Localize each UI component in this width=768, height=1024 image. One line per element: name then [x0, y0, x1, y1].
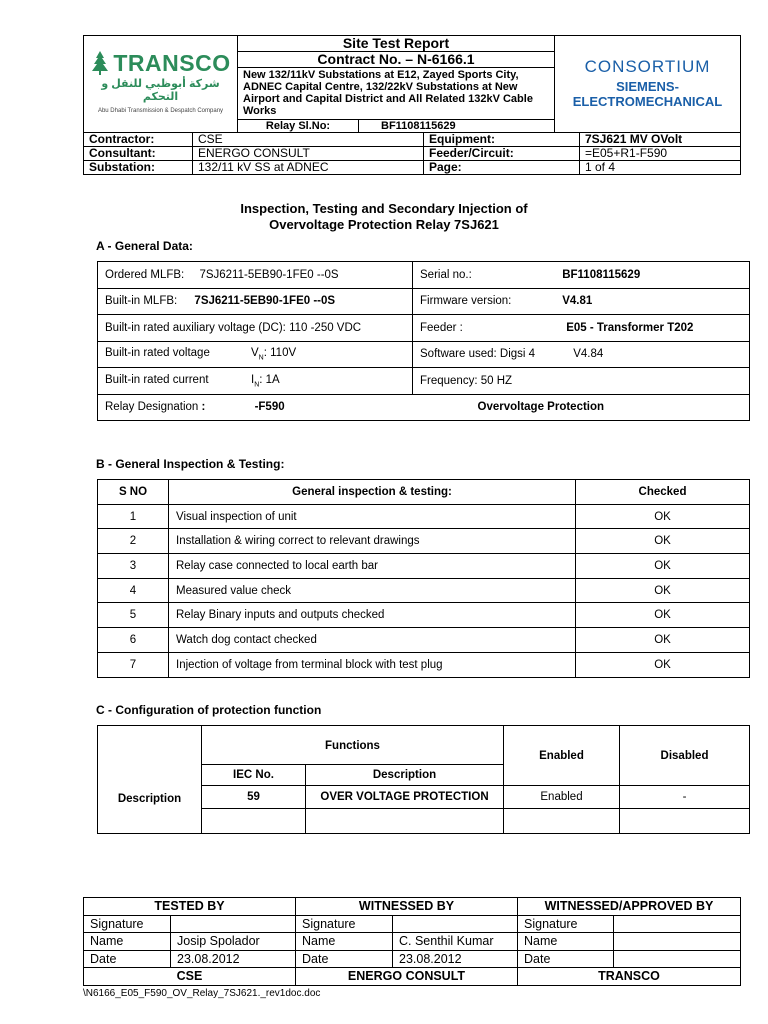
- software-value: V4.84: [573, 348, 604, 361]
- column-header: Checked: [576, 480, 750, 505]
- info-row: [84, 161, 741, 175]
- enabled-header: Enabled: [504, 726, 620, 786]
- row-number: 3: [98, 554, 169, 579]
- builtin-mlfb-value: 7SJ6211-5EB90-1FE0 --0S: [194, 295, 336, 308]
- empty-cell: [306, 809, 504, 834]
- relay-designation-value: -F590: [254, 401, 285, 414]
- info-value: 7SJ621 MV OVolt: [580, 133, 741, 147]
- approved-date: [614, 950, 741, 968]
- row-checked: OK: [576, 652, 750, 677]
- relay-designation-colon: :: [198, 401, 206, 414]
- rated-voltage-cell: [98, 341, 413, 368]
- rated-voltage-label: Built-in rated voltage: [105, 347, 210, 360]
- row-item: Measured value check: [169, 578, 576, 603]
- software-label: Software used: Digsi 4: [420, 348, 536, 361]
- ordered-mlfb-label: Ordered MLFB:: [105, 268, 185, 281]
- serial-cell: [413, 262, 750, 289]
- column-header: General inspection & testing:: [169, 480, 576, 505]
- row-item: Watch dog contact checked: [169, 628, 576, 653]
- logo-name: TRANSCO: [113, 49, 231, 76]
- tested-date: 23.08.2012: [171, 950, 296, 968]
- relay-designation-description: Overvoltage Protection: [413, 394, 750, 421]
- date-label: Date: [84, 950, 171, 968]
- name-row: [84, 933, 741, 951]
- firmware-value: V4.81: [562, 295, 593, 308]
- section-c-title: C - Configuration of protection function: [96, 703, 322, 717]
- signature-label: Signature: [296, 915, 393, 933]
- relay-designation-label: Relay Designation: [105, 401, 199, 414]
- table-row: [98, 603, 750, 628]
- configuration-table: [97, 725, 750, 834]
- consortium-title: CONSORTIUM: [584, 56, 711, 76]
- row-item: Relay Binary inputs and outputs checked: [169, 603, 576, 628]
- rated-current-label: Built-in rated current: [105, 373, 209, 386]
- row-number: 4: [98, 578, 169, 603]
- general-data-row: [98, 341, 750, 368]
- rated-voltage-subscript: N: [258, 354, 264, 362]
- name-label: Name: [84, 933, 171, 951]
- table-row: [98, 628, 750, 653]
- report-header: [83, 35, 741, 133]
- general-data-row: [98, 368, 750, 395]
- relay-serial-label: Relay Sl.No:: [238, 120, 359, 132]
- description-header: Description: [306, 765, 504, 786]
- info-row: [84, 133, 741, 147]
- disabled-header: Disabled: [620, 726, 750, 786]
- document-title-line1: Inspection, Testing and Secondary Injection of: [240, 201, 528, 216]
- info-row: [84, 147, 741, 161]
- functions-header: Functions: [202, 726, 504, 765]
- relay-serial-row: [238, 120, 554, 132]
- logo-cell: [84, 36, 238, 133]
- approved-org: TRANSCO: [518, 968, 741, 986]
- section-b-title: B - General Inspection & Testing:: [96, 457, 285, 471]
- rated-current-cell: [98, 368, 413, 395]
- witnessed-by-header: WITNESSED BY: [296, 898, 518, 916]
- software-cell: [413, 341, 750, 368]
- document-title-line2: Overvoltage Protection Relay 7SJ621: [269, 217, 499, 232]
- function-disabled: -: [620, 786, 750, 809]
- row-item: Relay case connected to local earth bar: [169, 554, 576, 579]
- witnessed-name: C. Senthil Kumar: [393, 933, 518, 951]
- signature-row: [84, 915, 741, 933]
- row-checked: OK: [576, 603, 750, 628]
- ordered-mlfb-cell: [98, 262, 413, 289]
- row-checked: OK: [576, 554, 750, 579]
- general-data-row: [98, 262, 750, 289]
- serial-value: BF1108115629: [562, 268, 641, 281]
- signature-label: Signature: [518, 915, 614, 933]
- file-path-footer: \N6166_E05_F590_OV_Relay_7SJ621._rev1doc.doc: [83, 988, 321, 999]
- info-label: Equipment:: [424, 133, 580, 147]
- row-number: 1: [98, 504, 169, 529]
- table-header-row: [98, 480, 750, 505]
- witnessed-org: ENERGO CONSULT: [296, 968, 518, 986]
- row-checked: OK: [576, 578, 750, 603]
- general-data-table: [97, 261, 750, 421]
- general-data-row: [98, 315, 750, 342]
- info-label: Contractor:: [84, 133, 193, 147]
- function-enabled: Enabled: [504, 786, 620, 809]
- table-row: [98, 652, 750, 677]
- witnessed-signature: [393, 915, 518, 933]
- info-label: Page:: [424, 161, 580, 175]
- row-number: 7: [98, 652, 169, 677]
- builtin-mlfb-cell: [98, 288, 413, 315]
- general-inspection-table: [97, 479, 750, 678]
- rated-current-value: : 1A: [259, 373, 280, 386]
- feeder-value: E05 - Transformer T202: [566, 321, 694, 334]
- logo-subtitle: Abu Dhabi Transmission & Despatch Company: [97, 108, 224, 114]
- signature-table: [83, 897, 741, 986]
- contract-number: Contract No. – N-6166.1: [238, 52, 554, 68]
- row-item: Installation & wiring correct to relevant drawings: [169, 529, 576, 554]
- table-row: [98, 504, 750, 529]
- logo-arabic: شركة أبوظبي للنقل و التحكم: [101, 78, 220, 103]
- aux-voltage-cell: Built-in rated auxiliary voltage (DC): 110 -250 VDC: [98, 315, 413, 342]
- project-description: New 132/11kV Substations at E12, Zayed Sports City, ADNEC Capital Centre, 132/22kV Substations at New Airport and Capital District and All Related 132kV Cable Works: [238, 68, 554, 120]
- row-checked: OK: [576, 529, 750, 554]
- config-header-row: [98, 726, 750, 765]
- frequency-cell: Frequency: 50 HZ: [413, 368, 750, 395]
- date-label: Date: [296, 950, 393, 968]
- table-row: [98, 529, 750, 554]
- organization-row: [84, 968, 741, 986]
- signature-label: Signature: [84, 915, 171, 933]
- date-label: Date: [518, 950, 614, 968]
- row-number: 2: [98, 529, 169, 554]
- report-title: Site Test Report: [238, 36, 554, 52]
- info-value: ENERGO CONSULT: [193, 147, 424, 161]
- info-value: 132/11 kV SS at ADNEC: [193, 161, 424, 175]
- info-value: 1 of 4: [580, 161, 741, 175]
- signature-header-row: [84, 898, 741, 916]
- empty-cell: [202, 809, 306, 834]
- row-number: 6: [98, 628, 169, 653]
- empty-cell: [620, 809, 750, 834]
- feeder-cell: [413, 315, 750, 342]
- ordered-mlfb-value: 7SJ6211-5EB90-1FE0 --0S: [199, 268, 339, 281]
- approved-by-header: WITNESSED/APPROVED BY: [518, 898, 741, 916]
- info-value: CSE: [193, 133, 424, 147]
- tested-by-header: TESTED BY: [84, 898, 296, 916]
- firmware-label: Firmware version:: [420, 295, 512, 308]
- approved-signature: [614, 915, 741, 933]
- info-table: [83, 132, 741, 175]
- iec-number: 59: [202, 786, 306, 809]
- title-cell: [238, 36, 555, 133]
- date-row: [84, 950, 741, 968]
- table-row: [98, 554, 750, 579]
- table-row: [98, 578, 750, 603]
- info-label: Consultant:: [84, 147, 193, 161]
- feeder-label: Feeder :: [420, 321, 463, 334]
- iec-no-header: IEC No.: [202, 765, 306, 786]
- row-number: 5: [98, 603, 169, 628]
- relay-serial-value: BF1108115629: [381, 120, 456, 132]
- column-header: S NO: [98, 480, 169, 505]
- transco-logo-icon: [90, 50, 110, 76]
- approved-name: [614, 933, 741, 951]
- rated-current-symbol: I: [251, 373, 255, 386]
- rated-voltage-value: : 110V: [263, 347, 297, 360]
- row-item: Visual inspection of unit: [169, 504, 576, 529]
- row-item: Injection of voltage from terminal block with test plug: [169, 652, 576, 677]
- name-label: Name: [518, 933, 614, 951]
- document-title: [0, 201, 768, 233]
- info-value: =E05+R1-F590: [580, 147, 741, 161]
- rated-voltage-symbol: V: [251, 347, 259, 360]
- info-label: Substation:: [84, 161, 193, 175]
- builtin-mlfb-label: Built-in MLFB:: [105, 295, 178, 308]
- function-description: OVER VOLTAGE PROTECTION: [306, 786, 504, 809]
- empty-cell: [98, 726, 202, 765]
- relay-designation-cell: [98, 394, 413, 421]
- firmware-cell: [413, 288, 750, 315]
- general-data-row: [98, 394, 750, 421]
- section-a-title: A - General Data:: [96, 239, 193, 253]
- name-label: Name: [296, 933, 393, 951]
- rated-current-subscript: N: [254, 380, 260, 388]
- description-row-label: Description: [98, 765, 202, 834]
- serial-label: Serial no.:: [420, 268, 472, 281]
- tested-org: CSE: [84, 968, 296, 986]
- tested-signature: [171, 915, 296, 933]
- witnessed-date: 23.08.2012: [393, 950, 518, 968]
- row-checked: OK: [576, 504, 750, 529]
- general-data-row: [98, 288, 750, 315]
- info-label: Feeder/Circuit:: [424, 147, 580, 161]
- tested-name: Josip Spolador: [171, 933, 296, 951]
- consortium-cell: [555, 36, 741, 133]
- row-checked: OK: [576, 628, 750, 653]
- empty-cell: [504, 809, 620, 834]
- consortium-members: SIEMENS-ELECTROMECHANICAL: [572, 78, 723, 109]
